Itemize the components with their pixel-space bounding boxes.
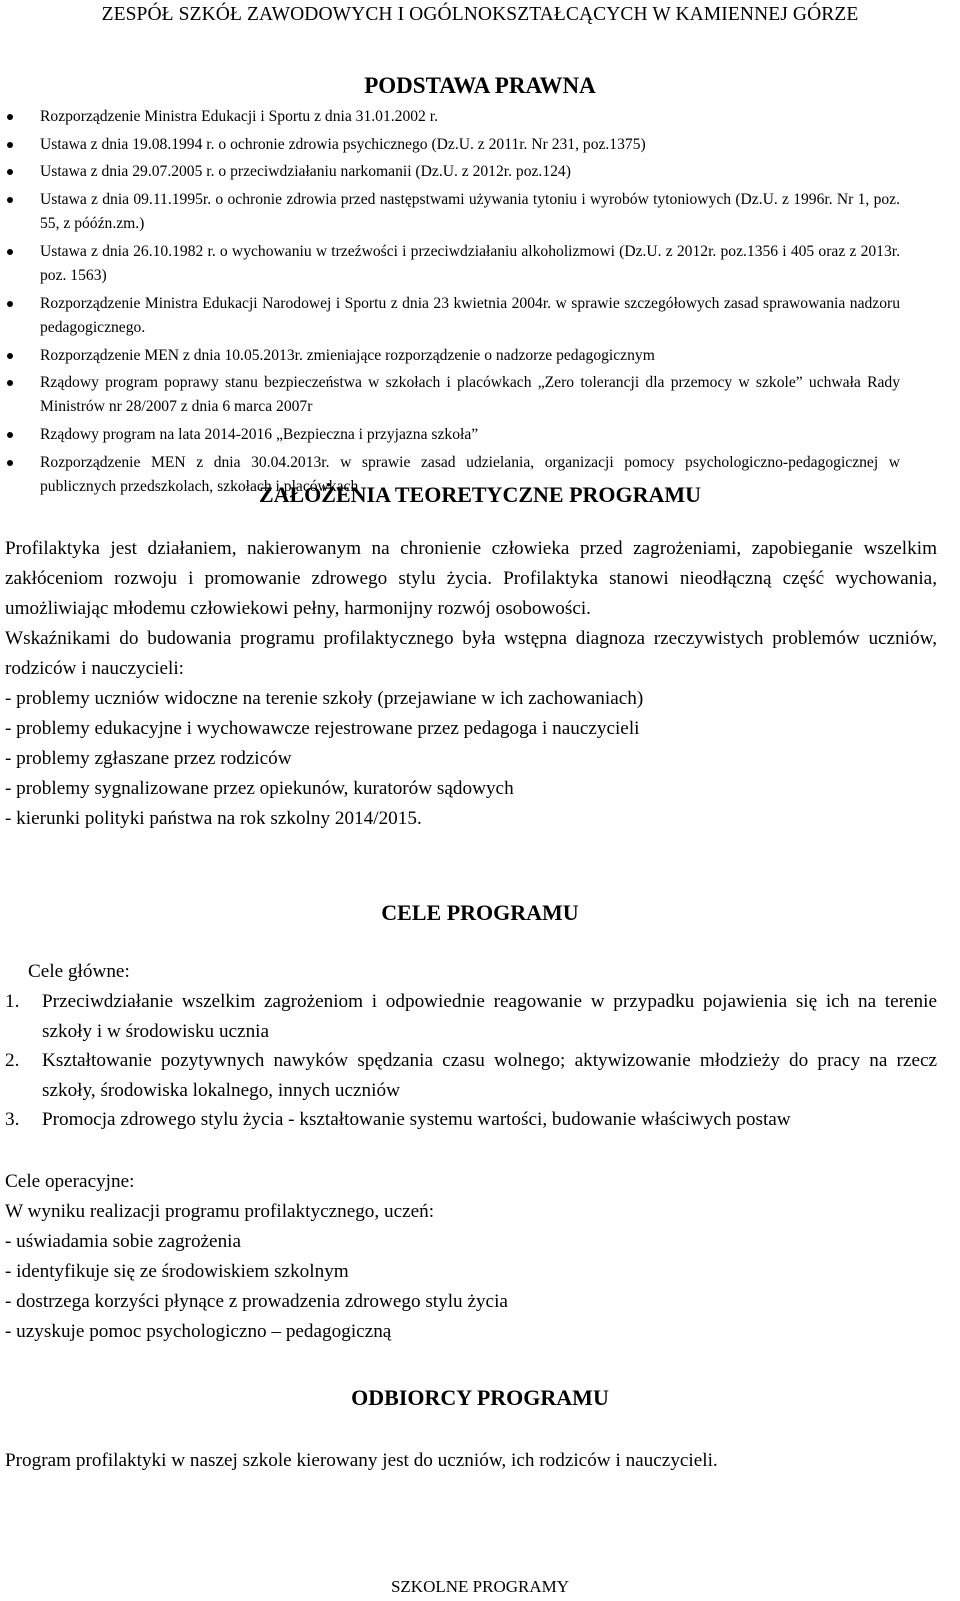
legal-item: Rozporządzenie Ministra Edukacji Narodowej i Sportu z dnia 23 kwietnia 2004r. w sprawie szczegółowych zasad sprawowania nadzoru pedagogicznego.: [0, 290, 900, 342]
problem-line: - problemy edukacyjne i wychowawcze rejestrowane przez pedagoga i nauczycieli: [5, 718, 640, 739]
bullet-icon: [7, 197, 13, 203]
bullet-icon: [7, 169, 13, 175]
bullet-icon: [7, 142, 13, 148]
legal-item: Ustawa z dnia 26.10.1982 r. o wychowaniu w trzeźwości i przeciwdziałaniu alkoholizmowi (Dz.U. z 2012r. poz.1356 i 405 oraz z 2013r. poz. 1563): [0, 238, 900, 290]
section-title-goals: CELE PROGRAMU: [381, 900, 579, 925]
recipients-text: Program profilaktyki w naszej szkole kierowany jest do uczniów, ich rodziców i nauczycieli.: [5, 1450, 718, 1471]
section-title-legal-basis: PODSTAWA PRAWNA: [364, 73, 596, 98]
bullet-icon: [7, 249, 13, 255]
legal-item: Rządowy program na lata 2014-2016 „Bezpieczna i przyjazna szkoła”: [0, 421, 900, 449]
section-title-recipients: ODBIORCY PROGRAMU: [351, 1385, 609, 1410]
bullet-icon: [7, 353, 13, 359]
goal-number: 3.: [5, 1109, 20, 1130]
assumptions-paragraph-1: Profilaktyka jest działaniem, nakierowanym na chronienie człowieka przed zagrożeniami, zapobieganie wszelkim zakłóceniom rozwoju i promowanie zdrowego stylu życia. Profilaktyka stanowi nieodłączną część wychowania, umożliwiając młodemu człowiekowi pełny, harmonijny rozwój osobowości.: [5, 538, 937, 619]
operational-goal-line: - uświadamia sobie zagrożenia: [5, 1231, 242, 1252]
operational-goals-label: Cele operacyjne:: [5, 1171, 135, 1192]
problem-line: - problemy zgłaszane przez rodziców: [5, 748, 292, 769]
operational-goal-line: - uzyskuje pomoc psychologiczno – pedagogiczną: [5, 1321, 392, 1342]
assumptions-paragraph-2: Wskaźnikami do budowania programu profilaktycznego była wstępna diagnoza rzeczywistych problemów uczniów, rodziców i nauczycieli:: [5, 628, 937, 679]
next-section-title: SZKOLNE PROGRAMY: [390, 1577, 570, 1596]
goal-number: 1.: [5, 991, 20, 1012]
problem-line: - kierunki polityki państwa na rok szkolny 2014/2015.: [5, 808, 422, 829]
main-goals-label: Cele główne:: [28, 961, 130, 982]
bullet-icon: [7, 301, 13, 307]
section-title-assumptions: ZAŁOŻENIA TEORETYCZNE PROGRAMU: [258, 482, 702, 507]
legal-item: Rządowy program poprawy stanu bezpieczeństwa w szkołach i placówkach „Zero tolerancji dla przemocy w szkole” uchwała Rady Ministrów nr 28/2007 z dnia 6 marca 2007r: [0, 369, 900, 421]
problem-line: - problemy uczniów widoczne na terenie szkoły (przejawiane w ich zachowaniach): [5, 688, 644, 709]
operational-goal-line: - identyfikuje się ze środowiskiem szkolnym: [5, 1261, 349, 1282]
assumptions-body: [5, 534, 937, 834]
recipients-body: [5, 1446, 937, 1476]
legal-item: Rozporządzenie MEN z dnia 10.05.2013r. zmieniające rozporządzenie o nadzorze pedagogicznym: [0, 342, 900, 370]
bullet-icon: [7, 380, 13, 386]
operational-goal-line: - dostrzega korzyści płynące z prowadzenia zdrowego stylu życia: [5, 1291, 508, 1312]
goal-number: 2.: [5, 1050, 20, 1071]
goal-text: Kształtowanie pozytywnych nawyków spędzania czasu wolnego; aktywizowanie młodzieży do pracy na rzecz szkoły, środowiska lokalnego, innych uczniów: [42, 1050, 937, 1101]
operational-goals: [5, 1167, 937, 1347]
legal-item: Ustawa z dnia 29.07.2005 r. o przeciwdziałaniu narkomanii (Dz.U. z 2012r. poz.124): [0, 158, 900, 186]
goal-text: Przeciwdziałanie wszelkim zagrożeniom i odpowiednie reagowanie w przypadku pojawienia się ich na terenie szkoły i w środowisku ucznia: [42, 991, 937, 1042]
goal-item: [5, 987, 937, 1046]
goal-text: Promocja zdrowego stylu życia - kształtowanie systemu wartości, budowanie właściwych postaw: [42, 1109, 791, 1130]
bullet-icon: [7, 114, 13, 120]
bullet-icon: [7, 432, 13, 438]
main-goals-list: [5, 987, 937, 1135]
goal-item: [5, 1105, 937, 1135]
goal-item: [5, 1046, 937, 1105]
legal-item: Ustawa z dnia 19.08.1994 r. o ochronie zdrowia psychicznego (Dz.U. z 2011r. Nr 231, poz.1375): [0, 131, 900, 159]
school-header: ZESPÓŁ SZKÓŁ ZAWODOWYCH I OGÓLNOKSZTAŁCĄCYCH W KAMIENNEJ GÓRZE: [101, 4, 859, 25]
legal-item: Ustawa z dnia 09.11.1995r. o ochronie zdrowia przed następstwami używania tytoniu i wyrobów tytoniowych (Dz.U. z 1996r. Nr 1, poz. 55, z póóźn.zm.): [0, 186, 900, 238]
legal-item: Rozporządzenie MEN z dnia 30.04.2013r. w sprawie zasad udzielania, organizacji pomocy psychologiczno-pedagogicznej w publicznych przedszkolach, szkołach i placówkach: [0, 449, 900, 501]
bullet-icon: [7, 460, 13, 466]
legal-basis-list: [0, 103, 900, 501]
operational-goals-intro: W wyniku realizacji programu profilaktycznego, uczeń:: [5, 1201, 435, 1222]
problem-line: - problemy sygnalizowane przez opiekunów, kuratorów sądowych: [5, 778, 514, 799]
legal-item: Rozporządzenie Ministra Edukacji i Sportu z dnia 31.01.2002 r.: [0, 103, 900, 131]
goals-body: [5, 957, 937, 1135]
